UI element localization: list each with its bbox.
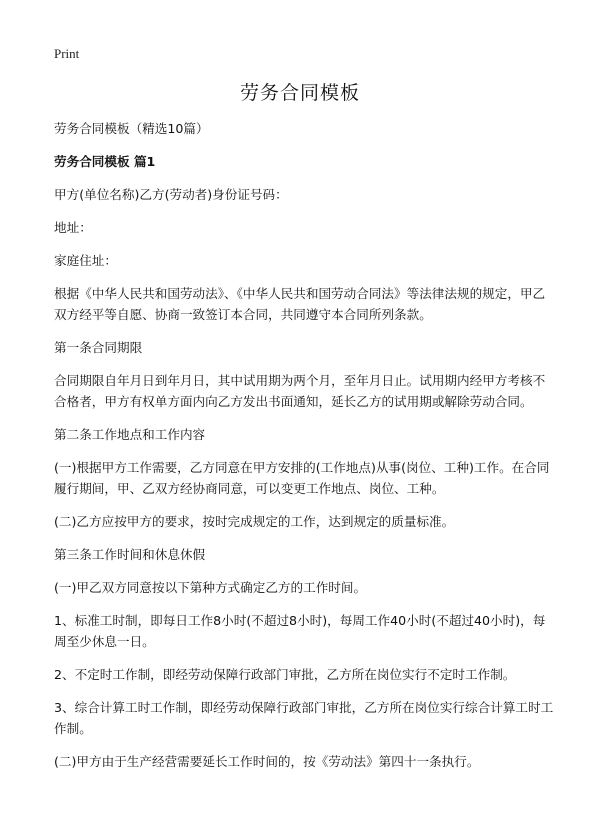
section-heading: 劳务合同模板 篇1	[54, 154, 156, 169]
paragraph: 3、综合计算工时工作制，即经劳动保障行政部门审批，乙方所在岗位实行综合计算工时工作制。	[54, 700, 554, 736]
paragraph: 甲方(单位名称)乙方(劳动者)身份证号码：	[54, 187, 288, 202]
paragraph: (一)根据甲方工作需要，乙方同意在甲方安排的(工作地点)从事(岗位、工种)工作。在合同履行期间，甲、乙双方经协商同意，可以变更工作地点、岗位、工种。	[54, 460, 550, 496]
document-title: 劳务合同模板	[239, 82, 360, 104]
paragraph: (二)甲方由于生产经营需要延长工作时间的，按《劳动法》第四十一条执行。	[54, 754, 480, 769]
print-link[interactable]: Print	[54, 46, 80, 61]
clause-heading: 第一条合同期限	[54, 340, 143, 355]
paragraph: 2、不定时工作制，即经劳动保障行政部门审批，乙方所在岗位实行不定时工作制。	[54, 667, 516, 682]
paragraph: (二)乙方应按甲方的要求，按时完成规定的工作，达到规定的质量标准。	[54, 514, 455, 529]
paragraph: 家庭住址：	[54, 253, 117, 268]
paragraph: 劳务合同模板（精选10篇）	[54, 121, 209, 136]
paragraph: 根据《中华人民共和国劳动法》、《中华人民共和国劳动合同法》等法律法规的规定，甲乙双方经平等自愿、协商一致签订本合同，共同遵守本合同所列条款。	[54, 286, 546, 322]
clause-heading: 第三条工作时间和休息休假	[54, 547, 206, 562]
document-body	[54, 118, 554, 784]
paragraph: 1、标准工时制，即每日工作8小时(不超过8小时)，每周工作40小时(不超过40小时)，每周至少休息一日。	[54, 613, 546, 649]
paragraph: 合同期限自年月日到年月日，其中试用期为两个月，至年月日止。试用期内经甲方考核不合格者，甲方有权单方面内向乙方发出书面通知，延长乙方的试用期或解除劳动合同。	[54, 373, 546, 409]
paragraph: (一)甲乙双方同意按以下第种方式确定乙方的工作时间。	[54, 580, 367, 595]
clause-heading: 第二条工作地点和工作内容	[54, 427, 206, 442]
paragraph: 地址：	[54, 220, 92, 235]
